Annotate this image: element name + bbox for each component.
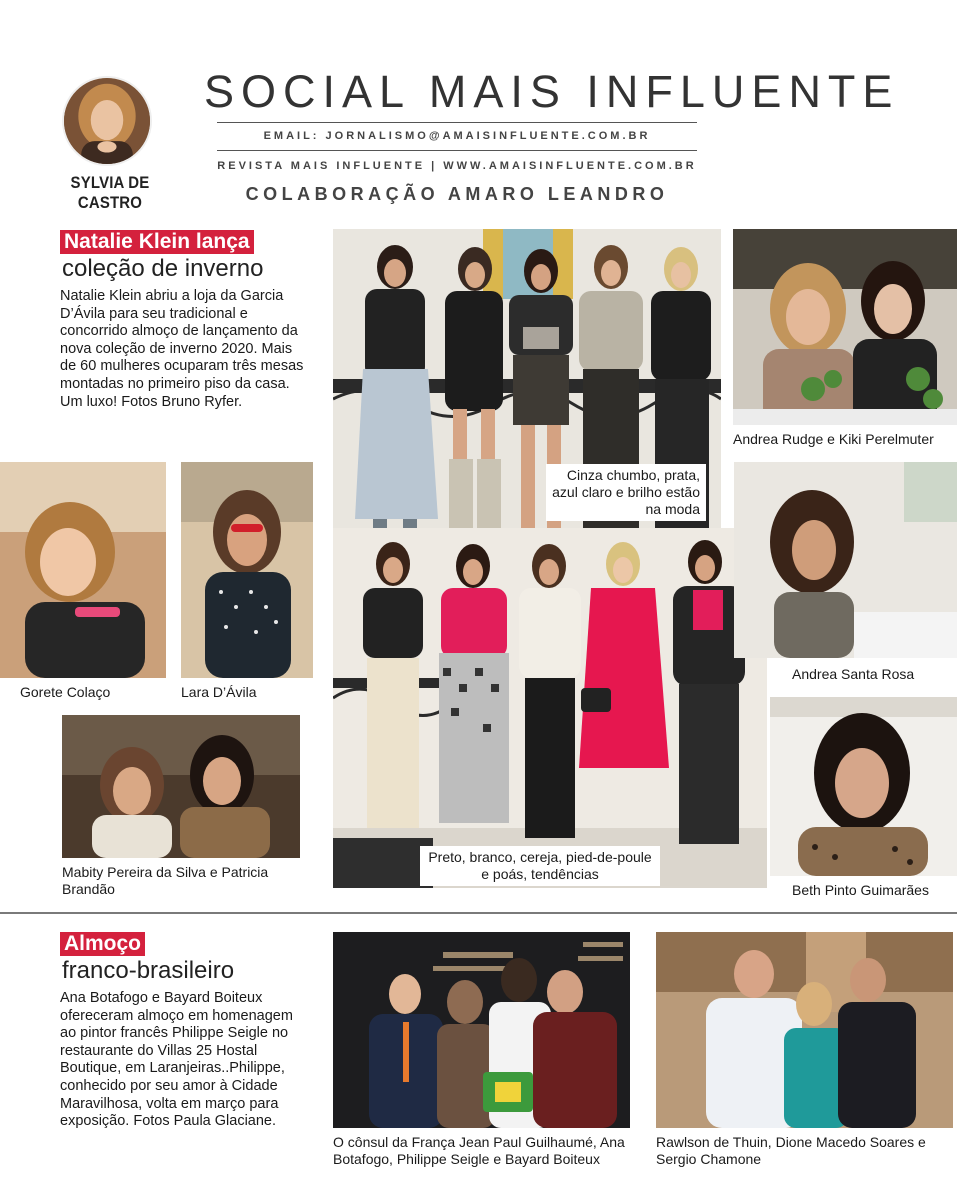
photo-beth [770, 697, 957, 876]
header-email: EMAIL: JORNALISMO@AMAISINFLUENTE.COM.BR [263, 130, 651, 142]
header-revista: REVISTA MAIS INFLUENTE | WWW.AMAISINFLUENTE.COM.BR [217, 160, 697, 172]
author-name: SYLVIA DE CASTRO [70, 173, 150, 212]
author-portrait [64, 78, 150, 164]
photo-andrea-rudge [733, 229, 957, 425]
caption-rawlson: Rawlson de Thuin, Dione Macedo Soares e Sergio Chamone [656, 1134, 926, 1167]
photo-andrea-santa [734, 462, 957, 658]
article1-kicker: Natalie Klein lança [60, 230, 254, 254]
caption-lara: Lara D’Ávila [181, 684, 257, 700]
caption-beth: Beth Pinto Guimarães [792, 882, 929, 898]
photo-rawlson [656, 932, 953, 1128]
header-rule [217, 122, 697, 123]
caption-consul: O cônsul da França Jean Paul Guilhaumé, Ana Botafogo, Philippe Seigle e Bayard Boiteux [333, 1134, 625, 1167]
photo-gorete [0, 462, 166, 678]
article2-body: Ana Botafogo e Bayard Boiteux ofereceram almoço em homenagem ao pintor francês Philippe Seigle no restaurante do Villas 25 Hostal Boutique, em Laranjeiras..Philippe, conhecido por seu amor à Cidade Maravilhosa, volta em março para exposição. Fotos Paula Glaciane. [60, 990, 293, 1130]
article2-subhead: franco-brasileiro [62, 957, 235, 984]
caption-mabity: Mabity Pereira da Silva e Patricia Brandão [62, 864, 269, 897]
article2-kicker: Almoço [60, 932, 145, 956]
photo-consul [333, 932, 630, 1128]
masthead-title: SOCIAL MAIS INFLUENTE [204, 66, 900, 117]
article1-subhead: coleção de inverno [62, 255, 264, 282]
article1-body: Natalie Klein abriu a loja da Garcia D’Ávila para seu tradicional e concorrido almoço de lançamento da nova coleção de inverno 2020. Mais de 60 mulheres ocuparam três mesas montadas no primeiro piso da casa. Um luxo! Fotos Bruno Ryfer. [60, 288, 304, 410]
header-rule [217, 150, 697, 151]
photo-models-bottom [333, 528, 767, 888]
caption-andrea-rudge: Andrea Rudge e Kiki Perelmuter [733, 431, 934, 447]
caption-gorete: Gorete Colaço [20, 684, 111, 700]
caption-models-top: Cinza chumbo, prata, azul claro e brilho estão na moda [546, 464, 706, 521]
section-divider [0, 912, 957, 914]
author-avatar [62, 76, 152, 166]
caption-andrea-santa: Andrea Santa Rosa [792, 666, 915, 682]
photo-mabity [62, 715, 300, 858]
photo-lara [181, 462, 313, 678]
header-collaboration: COLABORAÇÃO AMARO LEANDRO [245, 184, 669, 204]
caption-models-bottom: Preto, branco, cereja, pied-de-poule e poás, tendências [420, 846, 660, 886]
